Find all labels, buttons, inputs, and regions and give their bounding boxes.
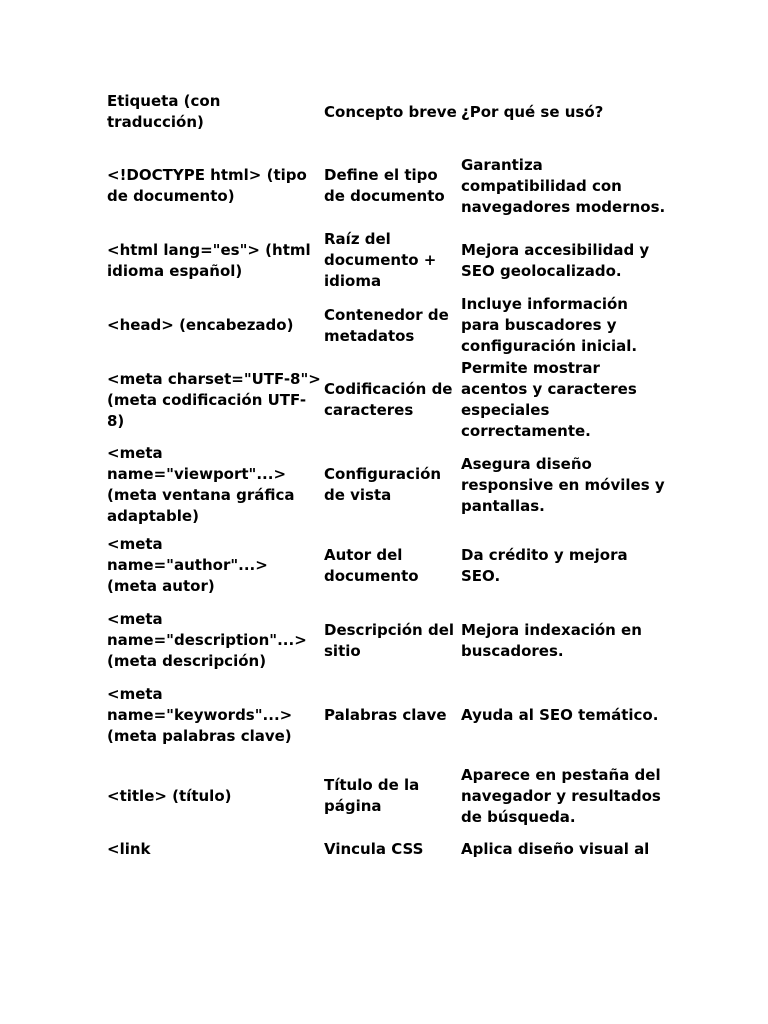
header-reason-cell: ¿Por qué se usó?: [461, 102, 604, 121]
reason-cell: Garantiza compatibilidad con navegadores modernos.: [461, 155, 666, 216]
table-row: [104, 753, 668, 839]
reason-cell: Da crédito y mejora SEO.: [461, 545, 628, 585]
header-concept-cell: Concepto breve: [324, 102, 457, 121]
reason-cell: Incluye información para buscadores y configuración inicial.: [461, 295, 638, 355]
tag-cell: <html lang="es"> (html idioma español): [107, 240, 311, 280]
table-row: [104, 144, 668, 228]
table-row: [104, 678, 668, 753]
html-tags-table: [104, 80, 668, 881]
table-row: [104, 528, 668, 603]
concept-cell: Autor del documento: [324, 545, 419, 585]
tag-cell: <meta name="author"...> (meta autor): [107, 535, 268, 595]
table-row: [104, 603, 668, 678]
header-tag-cell: Etiqueta (con traducción): [107, 92, 221, 131]
concept-cell: Vincula CSS: [324, 840, 424, 858]
reason-cell: Mejora accesibilidad y SEO geolocalizado.: [461, 240, 650, 280]
reason-cell: Asegura diseño responsive en móviles y pantallas.: [461, 454, 665, 515]
tag-cell: <meta charset="UTF-8"> (meta codificación UTF-8): [107, 369, 321, 430]
concept-cell: Palabras clave: [324, 706, 447, 724]
table-row: [104, 228, 668, 293]
table-row: [104, 442, 668, 528]
tag-cell: <meta name="viewport"...> (meta ventana gráfica adaptable): [107, 444, 295, 525]
concept-cell: Descripción del sitio: [324, 620, 455, 660]
tag-cell: <link: [107, 840, 151, 858]
concept-cell: Define el tipo de documento: [324, 166, 445, 205]
concept-cell: Configuración de vista: [324, 465, 442, 504]
reason-cell: Ayuda al SEO temático.: [461, 706, 659, 724]
concept-cell: Contenedor de metadatos: [324, 305, 449, 345]
table-header-row: [104, 80, 668, 144]
reason-cell: Aparece en pestaña del navegador y resultados de búsqueda.: [461, 765, 661, 826]
tag-cell: <head> (encabezado): [107, 316, 294, 334]
reason-cell: Permite mostrar acentos y caracteres especiales correctamente.: [461, 359, 637, 440]
concept-cell: Codificación de caracteres: [324, 380, 453, 419]
tag-cell: <title> (título): [107, 786, 232, 805]
concept-cell: Raíz del documento + idioma: [324, 230, 437, 290]
concept-cell: Título de la página: [324, 776, 420, 815]
table-row: [104, 839, 668, 881]
reason-cell: Aplica diseño visual al: [461, 840, 650, 858]
table-row: [104, 293, 668, 358]
tag-cell: <!DOCTYPE html> (tipo de documento): [107, 166, 307, 205]
tag-cell: <meta name="keywords"...> (meta palabras clave): [107, 685, 293, 745]
table-row: [104, 358, 668, 442]
tag-cell: <meta name="description"...> (meta descripción): [107, 610, 307, 670]
reason-cell: Mejora indexación en buscadores.: [461, 620, 642, 660]
